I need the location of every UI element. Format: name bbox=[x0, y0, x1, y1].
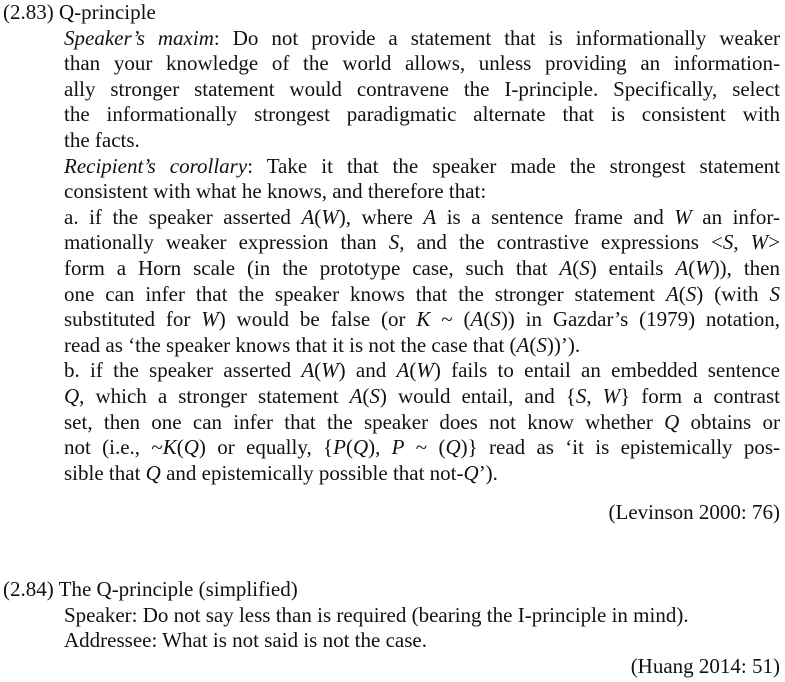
speaker-maxim-line: Speaker’s maxim: Do not provide a statement that is informationally weaker bbox=[64, 25, 781, 50]
example-header bbox=[3, 0, 156, 26]
example-title: The Q-principle (simplified) bbox=[58, 577, 298, 601]
example-body bbox=[64, 603, 780, 654]
clause-b-line: b. if the speaker asserted A(W) and A(W) fails to entail an embedded sentence bbox=[64, 358, 780, 383]
example-number: (2.84) bbox=[3, 577, 54, 601]
clause-a-line: read as ‘the speaker knows that it is not the case that (A(S))’). bbox=[64, 332, 581, 357]
example-body bbox=[64, 26, 780, 487]
clause-b-line: sible that Q and epistemically possible that not-Q’). bbox=[64, 460, 498, 485]
example-title: Q-principle bbox=[59, 0, 156, 24]
clause-b-line: Q, which a stronger statement A(S) would entail, and {S, W} form a contrast bbox=[64, 383, 780, 408]
clause-a-line: a. if the speaker asserted A(W), where A is a sentence frame and W an infor- bbox=[64, 204, 780, 229]
clause-b-line: set, then one can infer that the speaker does not know whether Q obtains or bbox=[64, 409, 780, 434]
text-line: ally stronger statement would contravene the I-principle. Specifically, select bbox=[64, 76, 780, 101]
example-header bbox=[3, 577, 298, 603]
clause-a-line: one can infer that the speaker knows that the stronger statement A(S) (with S bbox=[64, 281, 780, 306]
text-line: consistent with what he knows, and therefore that: bbox=[64, 179, 487, 204]
recipient-corollary-label: Recipient’s corollary bbox=[64, 153, 248, 178]
clause-a-line: substituted for W) would be false (or K ~ (A(S)) in Gazdar’s (1979) notation, bbox=[64, 307, 781, 332]
speaker-line: Speaker: Do not say less than is required (bearing the I-principle in mind). bbox=[64, 602, 689, 627]
addressee-line: Addressee: What is not said is not the case. bbox=[64, 628, 427, 653]
clause-b-line: not (i.e., ~K(Q) or equally, {P(Q), P ~ (Q)} read as ‘it is epistemically pos- bbox=[64, 435, 781, 460]
example-number: (2.83) bbox=[3, 0, 54, 24]
text-line: the facts. bbox=[64, 127, 140, 152]
speaker-maxim-label: Speaker’s maxim bbox=[64, 25, 214, 50]
clause-a-line: mationally weaker expression than S, and the contrastive expressions <S, W> bbox=[64, 230, 781, 255]
citation: (Levinson 2000: 76) bbox=[608, 500, 780, 524]
citation: (Huang 2014: 51) bbox=[630, 654, 780, 678]
recipient-corollary-line: Recipient’s corollary: Take it that the speaker made the strongest statement bbox=[64, 153, 780, 178]
clause-a-line: form a Horn scale (in the prototype case, such that A(S) entails A(W)), then bbox=[64, 255, 781, 280]
text-line: than your knowledge of the world allows, unless providing an information- bbox=[64, 51, 780, 76]
text-line: the informationally strongest paradigmatic alternate that is consistent with bbox=[64, 102, 780, 127]
